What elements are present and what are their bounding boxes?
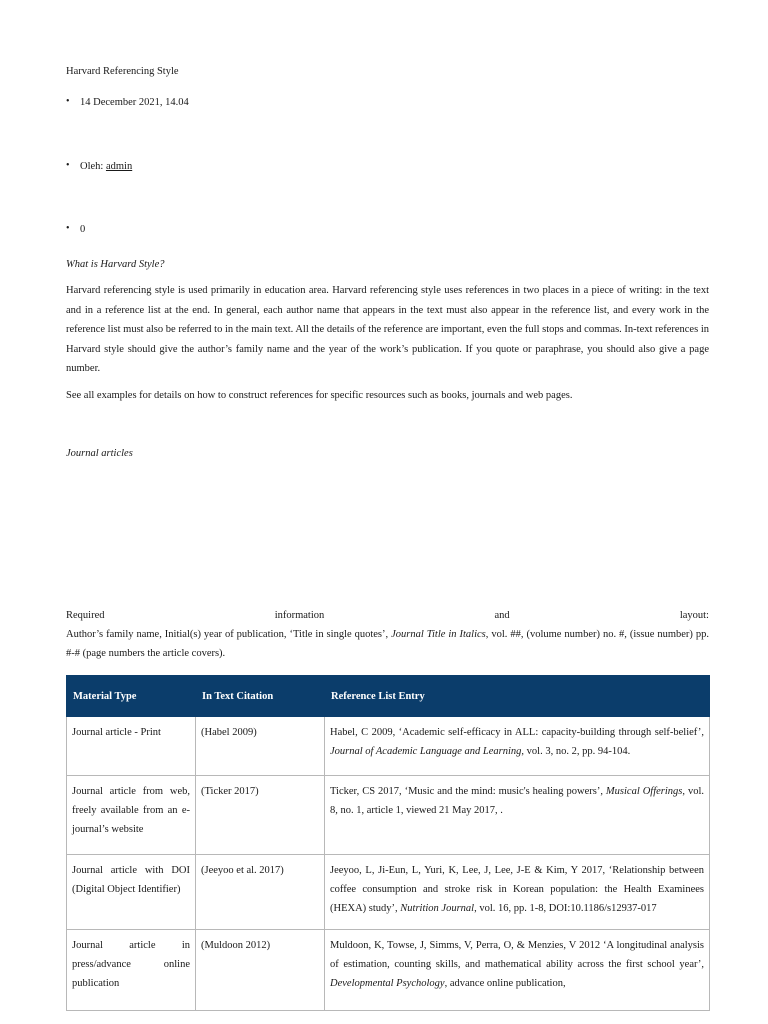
ref-text: Muldoon, K, Towse, J, Simms, V, Perra, O, & Menzies, V 2012 ‘A longitudinal analysis of estimation, counting skills, and mathematical ability across the first school year’, [330,940,704,970]
citation-cell: (Ticker 2017) [196,776,325,855]
table-row [67,776,710,855]
table-row [67,930,710,1011]
meta-author-item [80,161,132,172]
table-row [67,717,710,776]
section-heading: What is Harvard Style? [66,259,165,270]
header-reference-entry: Reference List Entry [325,676,710,717]
table-row [67,855,710,930]
ref-details: , vol. 8, no. 1, article 1, viewed 21 May 2017, . [330,786,704,816]
reference-cell [325,855,710,930]
ref-journal-title: Nutrition Journal [400,903,475,914]
material-cell: Journal article - Print [67,717,196,776]
required-word: Required [66,610,105,621]
meta-comments-item [80,224,85,235]
material-cell: Journal article in press/advance online publication [67,930,196,1011]
ref-text: Ticker, CS 2017, ‘Music and the mind: music's healing powers’, [330,786,606,797]
comment-count: 0 [80,224,86,235]
table-header-row [67,676,710,717]
ref-journal-title: Musical Offerings [605,786,683,797]
ref-details: , vol. 16, pp. 1-8, DOI:10.1186/s12937-017 [474,903,657,914]
meta-date-item [80,97,189,108]
required-info-block [66,606,709,663]
information-word: information [274,610,325,621]
author-prefix: Oleh: [80,161,106,172]
intro-paragraph: Harvard referencing style is used primarily in education area. Harvard referencing style uses references in two places in a piece of writing: in the text and in a reference list at the end. In general, each author name that appears in the text must also appear in the reference list, and every work in the reference list must also be referred to in the main text. All the details of the reference are important, even the full stops and commas. In-text references in Harvard style should give the author’s family name and the year of the work’s publication. If you quote or paraphrase, you should also give a page number. [66,285,709,374]
header-material-type: Material Type [67,676,196,717]
ref-details: , vol. 3, no. 2, pp. 94-104. [521,746,631,757]
examples-paragraph: See all examples for details on how to construct references for specific resources such as books, journals and web pages. [66,390,573,401]
ref-journal-title: Developmental Psychology [330,978,445,989]
and-word: and [494,610,510,621]
reference-cell [325,717,710,776]
format-journal-title: Journal Title in Italics [391,629,486,640]
citation-cell: (Jeeyoo et al. 2017) [196,855,325,930]
ref-journal-title: Journal of Academic Language and Learning [330,746,522,757]
author-link[interactable]: admin [105,161,133,172]
required-format-text [66,625,709,663]
journal-articles-heading: Journal articles [66,448,133,459]
format-part-c: , vol. ##, (volume number) no. #, (issue number) pp. #-# (page numbers the article covers). [66,629,710,659]
format-part-a: Author’s family name, Initial(s) year of publication, ‘Title in single quotes’, [66,629,392,640]
reference-cell [325,930,710,1011]
ref-text: Habel, C 2009, ‘Academic self-efficacy in ALL: capacity-building through self-belief’, [330,727,704,738]
reference-table [66,675,710,1011]
ref-details: , advance online publication, [444,978,566,989]
page-title: Harvard Referencing Style [66,66,179,77]
post-date: 14 December 2021, 14.04 [80,97,189,108]
material-cell: Journal article with DOI (Digital Object Identifier) [67,855,196,930]
material-cell: Journal article from web, freely available from an e-journal’s website [67,776,196,855]
reference-cell [325,776,710,855]
citation-cell: (Habel 2009) [196,717,325,776]
citation-cell: (Muldoon 2012) [196,930,325,1011]
ref-text: Jeeyoo, L, Ji-Eun, L, Yuri, K, Lee, J, Lee, J-E & Kim, Y 2017, ‘Relationship between coffee consumption and stroke risk in Korean population: the Health Examinees (HEXA) study’, [330,865,704,914]
required-info-line [66,606,709,625]
header-in-text-citation: In Text Citation [196,676,325,717]
layout-word: layout: [679,610,709,621]
